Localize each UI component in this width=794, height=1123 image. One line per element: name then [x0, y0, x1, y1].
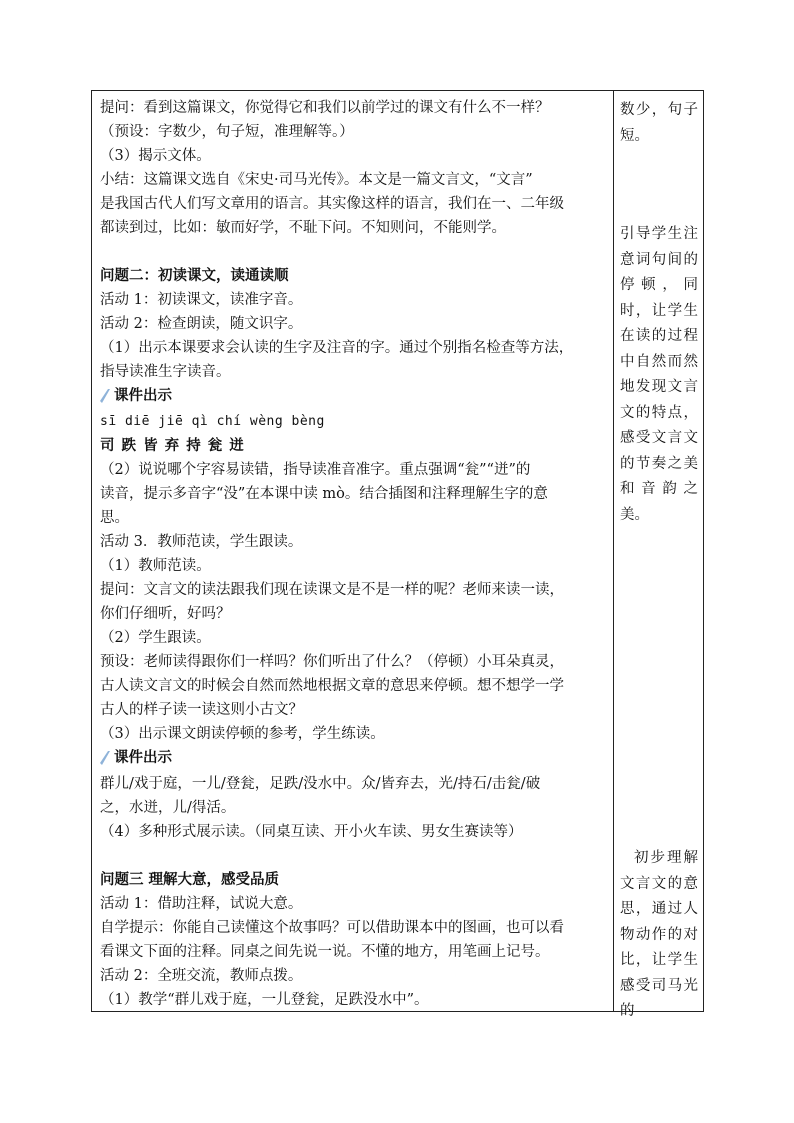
text-line: 活动 2：检查朗读，随文识字。: [100, 316, 303, 332]
text-line: 活动 1：借助注释，试说大意。: [100, 896, 303, 912]
side-note-3: 初步理解文言文的意思，通过人物动作的对比，让学生感受司马光的: [620, 850, 698, 1019]
text-line: 自学提示：你能自己读懂这个故事吗？可以借助课本中的图画，也可以看: [100, 920, 564, 936]
text-line: （1）教师范读。: [100, 558, 211, 574]
text-line: 指导读准生字读音。: [100, 364, 231, 380]
section-heading: 问题三 理解大意，感受品质: [100, 871, 280, 888]
side-note-2: 引导学生注意词句间的停顿，同时，让学生在读的过程中自然而然地发现文言文的特点，感受文言文的节奏之美和音韵之美。: [620, 226, 698, 523]
text-line: 群儿/戏于庭，一儿/登瓮，足跌/没水中。众/皆弃去，光/持石/击瓮/破: [100, 776, 541, 792]
text-line: 都读到过，比如：敏而好学，不耻下问。不知则问，不能则学。: [100, 220, 506, 236]
text-line: 小结：这篇课文选自《宋史·司马光传》。本文是一篇文言文，“文言”: [100, 172, 533, 188]
text-line: 你们仔细听，好吗？: [100, 606, 231, 622]
text-line: 活动 3．教师范读，学生跟读。: [100, 534, 303, 550]
courseware-label: [100, 384, 608, 408]
text-line: 看课文下面的注释。同桌之间先说一说。不懂的地方，用笔画上记号。: [100, 944, 550, 960]
text-line: 古人的样子读一读这则小古文？: [100, 702, 303, 718]
text-line: （1）教学“群儿戏于庭，一儿登瓮，足跌没水中”。: [100, 992, 429, 1008]
column-divider: [613, 90, 614, 1012]
courseware-label-text: 课件出示: [114, 387, 172, 404]
characters-row: 司 跌 皆 弃 持 瓮 迸: [100, 437, 245, 454]
text-line: （2）学生跟读。: [100, 630, 211, 646]
courseware-label-text: 课件出示: [114, 749, 172, 766]
text-line: 活动 1：初读课文，读准字音。: [100, 292, 303, 308]
pencil-icon: [100, 389, 110, 403]
pinyin-row: sī diē jiē qì chí wèng bèng: [100, 414, 325, 429]
text-line: （3）揭示文体。: [100, 148, 211, 164]
text-line: （2）说说哪个字容易读错，指导读准音准字。重点强调“瓮”“迸”的: [100, 462, 531, 478]
text-line: 活动 2：全班交流，教师点拨。: [100, 968, 303, 984]
side-note-1: 数少，句子短。: [620, 102, 698, 144]
text-line: 提问：看到这篇课文，你觉得它和我们以前学过的课文有什么不一样？: [100, 100, 550, 116]
text-line: 预设：老师读得跟你们一样吗？你们听出了什么？（停顿）小耳朵真灵，: [100, 654, 564, 670]
text-line: 古人读文言文的时候会自然而然地根据文章的意思来停顿。想不想学一学: [100, 678, 564, 694]
text-line: （3）出示课文朗读停顿的参考，学生练读。: [100, 726, 385, 742]
text-line: 是我国古代人们写文章用的语言。其实像这样的语言，我们在一、二年级: [100, 196, 564, 212]
text-line: （4）多种形式展示读。（同桌互读、开小火车读、男女生赛读等）: [100, 824, 523, 840]
text-line: 提问：文言文的读法跟我们现在读课文是不是一样的呢？老师来读一读，: [100, 582, 564, 598]
text-line: 之，水迸，儿/得活。: [100, 800, 236, 816]
pencil-icon: [100, 751, 110, 765]
text-line: （1）出示本课要求会认读的生字及注音的字。通过个别指名检查等方法，: [100, 340, 574, 356]
text-line: 思。: [100, 510, 129, 526]
text-line: 读音，提示多音字“没”在本课中读 mò。结合插图和注释理解生字的意: [100, 486, 548, 502]
section-heading: 问题二：初读课文，读通读顺: [100, 267, 289, 284]
text-line: （预设：字数少，句子短，准理解等。）: [100, 124, 354, 140]
courseware-label: [100, 746, 608, 770]
